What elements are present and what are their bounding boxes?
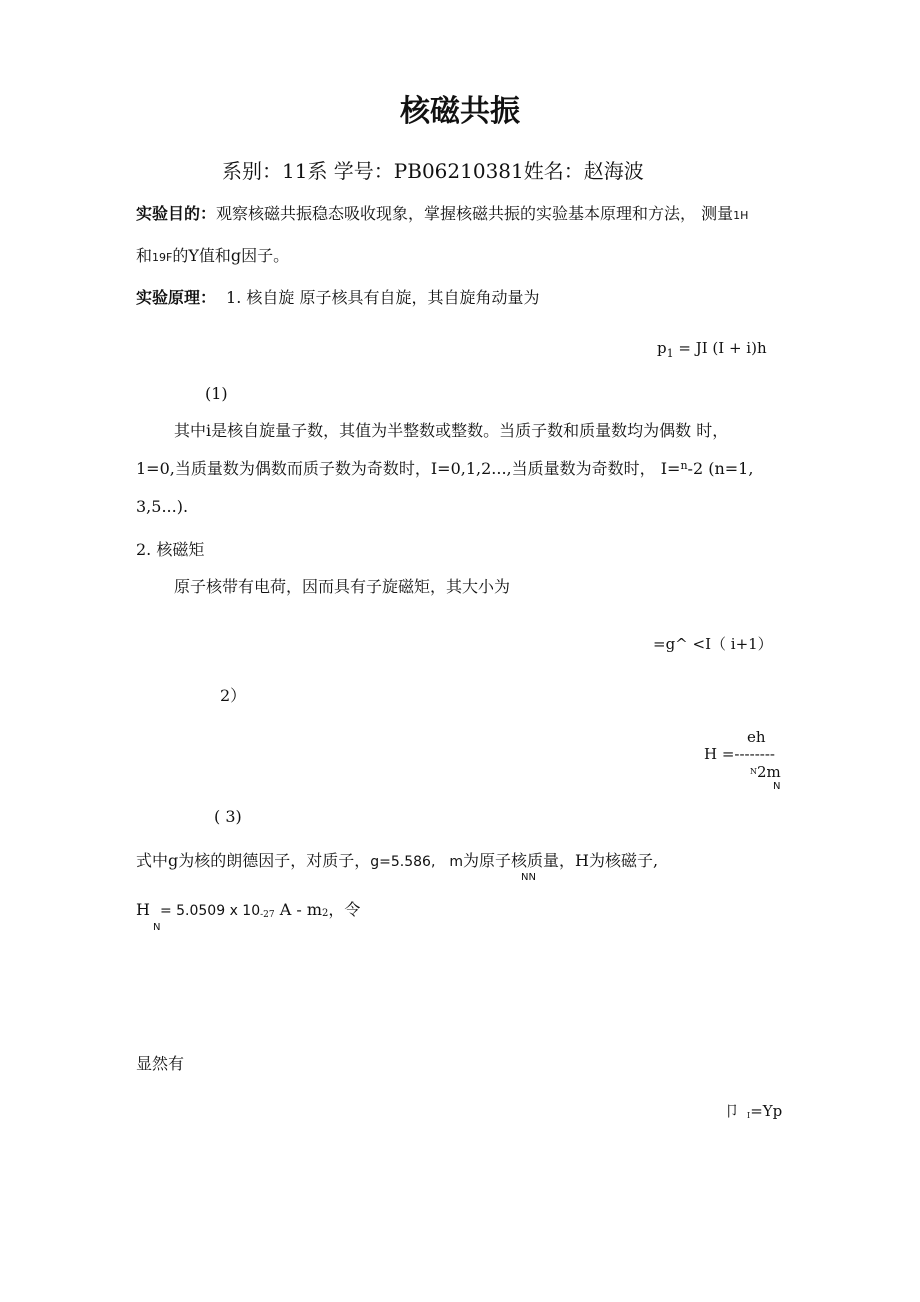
section-2-heading: 2. 核磁矩 (136, 540, 205, 559)
purpose-text-1: 观察核磁共振稳态吸收现象，掌握核磁共振的实验基本原理和方法， 测量 (216, 204, 734, 223)
equation-4-sub-n: N (153, 922, 161, 933)
purpose-text-2b: 的Y值和g因子。 (172, 246, 290, 265)
equation-1-number: (1) (205, 384, 228, 403)
equation-3-sub-n: N (750, 767, 757, 776)
principle-label: 实验原理： (136, 288, 217, 307)
equation-3-numerator: eh (747, 728, 766, 746)
equation-5: 卩 I=Yp (724, 1102, 783, 1120)
equation-2: =g^ <I（ i+1） (653, 635, 773, 653)
purpose-line-1 (136, 204, 748, 226)
author-info: 系别：11系 学号：PB06210381姓名：赵海波 (222, 159, 644, 183)
purpose-label: 实验目的 (136, 204, 201, 223)
equation-3-number: ( 3) (214, 807, 242, 826)
purpose-text-2a: 和 (136, 246, 153, 265)
principle-line (136, 288, 539, 308)
equation-3-den-sub: N (773, 781, 781, 792)
equation-3-lhs: H =-------- (704, 745, 775, 763)
paragraph-1-line-3: 3,5...). (136, 497, 189, 516)
paragraph-2: 原子核带有电荷，因而具有子旋磁矩，其大小为 (174, 577, 511, 596)
equation-4: H = 5.0509 x 10-27 A - m2，令 (136, 900, 361, 920)
page-title: 核磁共振 (400, 94, 520, 129)
purpose-f-isotope: 19F (152, 251, 173, 264)
equation-2-number: 2） (220, 686, 247, 705)
paragraph-4: 显然有 (136, 1054, 185, 1073)
paragraph-3: 式中g为核的朗德因子，对质子，g=5.586, m为原子核质量，H为核磁子, (136, 851, 659, 870)
equation-3-denominator: 2m (757, 763, 781, 781)
paragraph-1-line-1: 其中i是核自旋量子数，其值为半整数或整数。当质子数和质量数均为偶数 时， (174, 421, 729, 440)
paragraph-1-line-2: 1=0,当质量数为偶数而质子数为奇数时，I=0,1,2...,当质量数为奇数时， I=$^n$-2 (n=1, (136, 459, 754, 478)
purpose-colon: ： (200, 204, 217, 223)
purpose-line-2 (136, 246, 289, 268)
purpose-h-isotope: 1H (733, 209, 749, 222)
paragraph-3-nn-sub: NN (521, 872, 536, 883)
section-1-heading: 1. 核自旋 原子核具有自旋，其自旋角动量为 (226, 288, 540, 307)
equation-1: $p_1$ = JI (I + i)h (657, 339, 767, 360)
